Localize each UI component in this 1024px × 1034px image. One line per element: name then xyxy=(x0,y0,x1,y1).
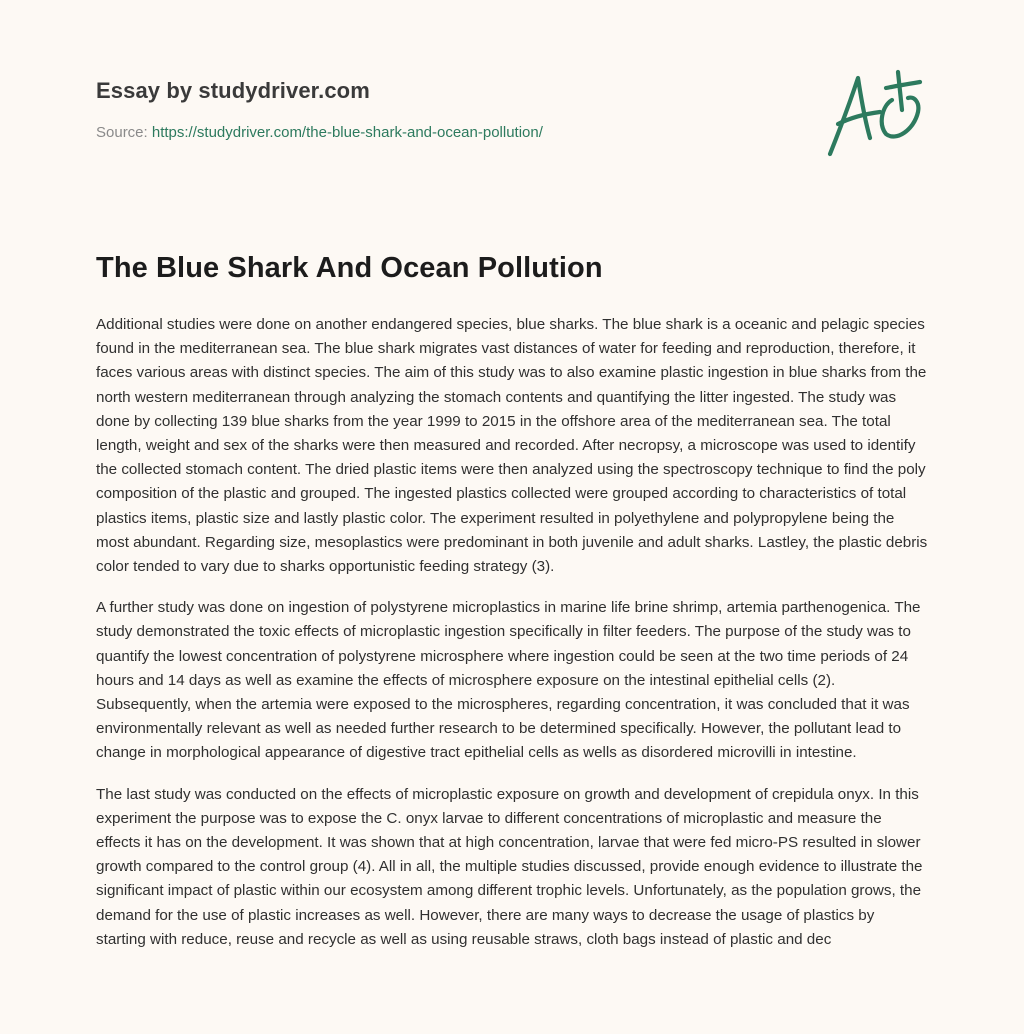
essay-paragraph: Additional studies were done on another endangered species, blue sharks. The blue shark is a oceanic and pelagic species found in the mediterranean sea. The blue shark migrates vast distances of water for feeding and reproduction, therefore, it faces various areas with distinct species. The aim of this study was to also examine plastic ingestion in blue sharks from the north western mediterranean through analyzing the stomach contents and quantifying the litter ingested. The study was done by collecting 139 blue sharks from the year 1999 to 2015 in the offshore area of the mediterranean sea. The total length, weight and sex of the sharks were then measured and recorded. After necropsy, a microscope was used to identify the collected stomach content. The dried plastic items were then analyzed using the spectroscopy technique to find the poly composition of the plastic and grouped. The ingested plastics collected were grouped according to characteristics of total plastics items, plastic size and lastly plastic color. The experiment resulted in polyethylene and polypropylene being the most abundant. Regarding size, mesoplastics were predominant in both juvenile and adult sharks. Lastley, the plastic debris color tended to vary due to sharks opportunistic feeding strategy (3). xyxy=(96,316,928,576)
source-link[interactable]: https://studydriver.com/the-blue-shark-and-ocean-pollution/ xyxy=(151,124,543,141)
brand-label: Essay by studydriver.com xyxy=(96,78,370,103)
essay-paragraph: The last study was conducted on the effects of microplastic exposure on growth and development of crepidula onyx. In this experiment the purpose was to expose the C. onyx larvae to different concentrations of microplastic and measure the effects it has on the development. It was shown that at high concentration, larvae that were fed micro-PS resulted in slower growth compared to the control group (4). All in all, the multiple studies discussed, provide enough evidence to illustrate the significant impact of plastic within our ecosystem among different trophic levels. Unfortunately, as the population grows, the demand for the use of plastic increases as well. However, there are many ways to decrease the usage of plastics by starting with reduce, reuse and recycle as well as using reusable straws, cloth bags instead of plastic and dec xyxy=(96,785,923,948)
essay-title: The Blue Shark And Ocean Pollution xyxy=(96,252,603,284)
essay-paragraph: A further study was done on ingestion of polystyrene microplastics in marine life brine shrimp, artemia parthenogenica. The study demonstrated the toxic effects of microplastic ingestion specifically in filter feeders. The purpose of the study was to quantify the lowest concentration of polystyrene microsphere where ingestion could be seen at the two time periods of 24 hours and 14 days as well as examine the effects of microsphere exposure on the intestinal epithelial cells (2). Subsequently, when the artemia were exposed to the microspheres, regarding concentration, it was concluded that it was environmentally relevant as well as needed further research to be determined specifically. However, the pollutant lead to change in morphological appearance of digestive tract epithelial cells as wells as disordered microvilli in intestine. xyxy=(96,599,921,762)
source-line xyxy=(96,124,543,141)
source-label: Source: xyxy=(96,124,148,141)
essay-body xyxy=(96,313,928,1034)
a-plus-logo-icon xyxy=(824,68,928,164)
site-header xyxy=(96,74,928,194)
